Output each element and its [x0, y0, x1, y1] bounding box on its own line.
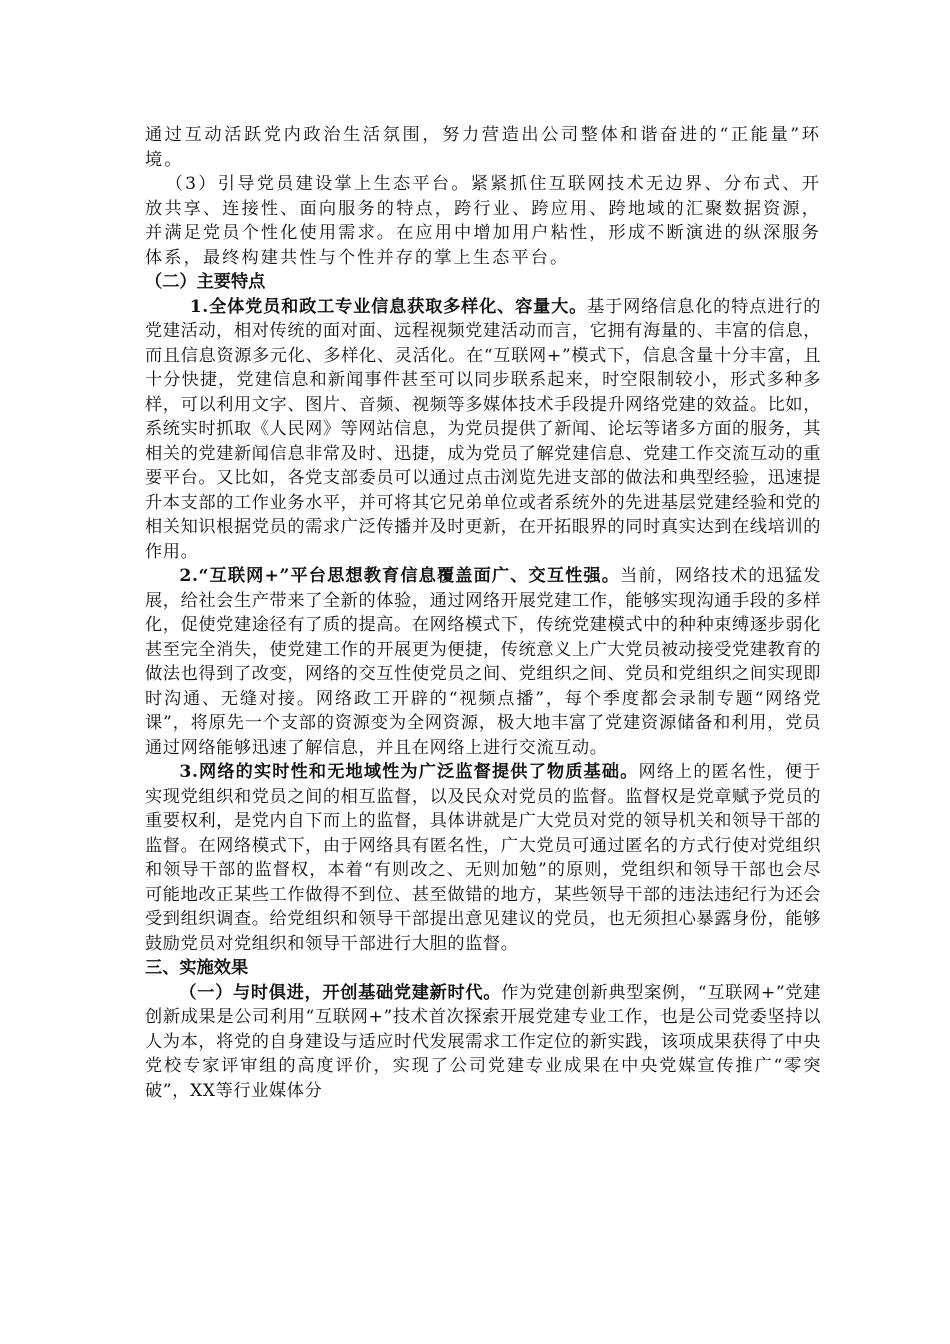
paragraph-continuation: 通过互动活跃党内政治生活氛围，努力营造出公司整体和谐奋进的“正能量”环境。 [145, 125, 821, 170]
feature-3-lead: 3.网络的实时性和无地域性为广泛监督提供了物质基础。 [179, 762, 639, 782]
feature-3-body: 网络上的匿名性，便于实现党组织和党员之间的相互监督，以及民众对党员的监督。监督权是党章赋予党员的重要权利，是党内自下而上的监督，具体讲就是广大党员对党的领导机关和领导干部的监督。在网络模式下，由于网络具有匿名性，广大党员可通过匿名的方式行使对党组织和领导干部的监督权，本着“有则改之、无则加勉”的原则，党组织和领导干部也会尽可能地改正某些工作做得不到位、甚至做错的地方，某些领导干部的违法违纪行为还会受到组织调查。给党组织和领导干部提出意见建议的党员，也无须担心暴露身份，能够鼓励党员对党组织和领导干部进行大胆的监督。 [145, 762, 821, 954]
feature-2-body: 当前，网络技术的迅猛发展，给社会生产带来了全新的体验，通过网络开展党建工作，能够实现沟通手段的多样化，促使党建途径有了质的提高。在网络模式下，传统党建模式中的种种束缚逐步弱化甚至完全消失，使党建工作的开展更为便捷，传统意义上广大党员被动接受党建教育的做法也得到了改变，网络的交互性使党员之间、党组织之间、党员和党组织之间实现即时沟通、无缝对接。网络政工开辟的“视频点播”，每个季度都会录制专题“网络党课”，将原先一个支部的资源变为全网资源，极大地丰富了党建资源储备和利用，党员通过网络能够迅速了解信息，并且在网络上进行交流互动。 [145, 566, 821, 758]
paragraph-effect-1 [145, 981, 821, 1104]
section-heading-implementation-effects: 三、实施效果 [145, 958, 249, 978]
paragraph-feature-3 [145, 760, 821, 956]
document-page [145, 123, 821, 1103]
section-heading-main-features: （二）主要特点 [145, 272, 266, 292]
paragraph-ecosystem-platform: （3）引导党员建设掌上生态平台。紧紧抓住互联网技术无边界、分布式、开放共享、连接性、面向服务的特点，跨行业、跨应用、跨地域的汇聚数据资源，并满足党员个性化使用需求。在应用中增加用户粘性，形成不断演进的纵深服务体系，最终构建共性与个性并存的掌上生态平台。 [145, 174, 821, 268]
paragraph-feature-1 [145, 295, 821, 565]
feature-1-lead: 1.全体党员和政工专业信息获取多样化、容量大。 [189, 296, 588, 317]
feature-1-body: 基于网络信息化的特点进行的党建活动，相对传统的面对面、远程视频党建活动而言，它拥有海量的、丰富的信息，而且信息资源多元化、多样化、灵活化。在“互联网+”模式下，信息含量十分丰富，且十分快捷，党建信息和新闻事件甚至可以同步联系起来，时空限制较小，形式多种多样，可以利用文字、图片、音频、视频等多媒体技术手段提升网络党建的效益。比如，系统实时抓取《人民网》等网站信息，为党员提供了新闻、论坛等诸多方面的服务，其相关的党建新闻信息非常及时、迅捷，成为党员了解党建信息、党建工作交流互动的重要平台。又比如，各党支部委员可以通过点击浏览先进支部的做法和典型经验，迅速提升本支部的工作业务水平，并可将其它兄弟单位或者系统外的先进基层党建经验和党的相关知识根据党员的需求广泛传播并及时更新，在开拓眼界的同时真实达到在线培训的作用。 [145, 296, 821, 562]
effect-1-lead: （一）与时俱进，开创基础党建新时代。 [179, 982, 502, 1003]
feature-2-lead: 2.“互联网+”平台思想教育信息覆盖面广、交互性强。 [179, 566, 621, 586]
paragraph-feature-2 [145, 564, 821, 760]
effect-1-body: 作为党建创新典型案例，“互联网+”党建创新成果是公司利用“互联网+”技术首次探索开展党建专业工作，也是公司党委坚持以人为本，将党的自身建设与适应时代发展需求工作定位的新实践，该项成果获得了中央党校专家评审组的高度评价，实现了公司党建专业成果在中央党媒宣传推广“零突破”，XX等行业媒体分 [145, 982, 821, 1101]
